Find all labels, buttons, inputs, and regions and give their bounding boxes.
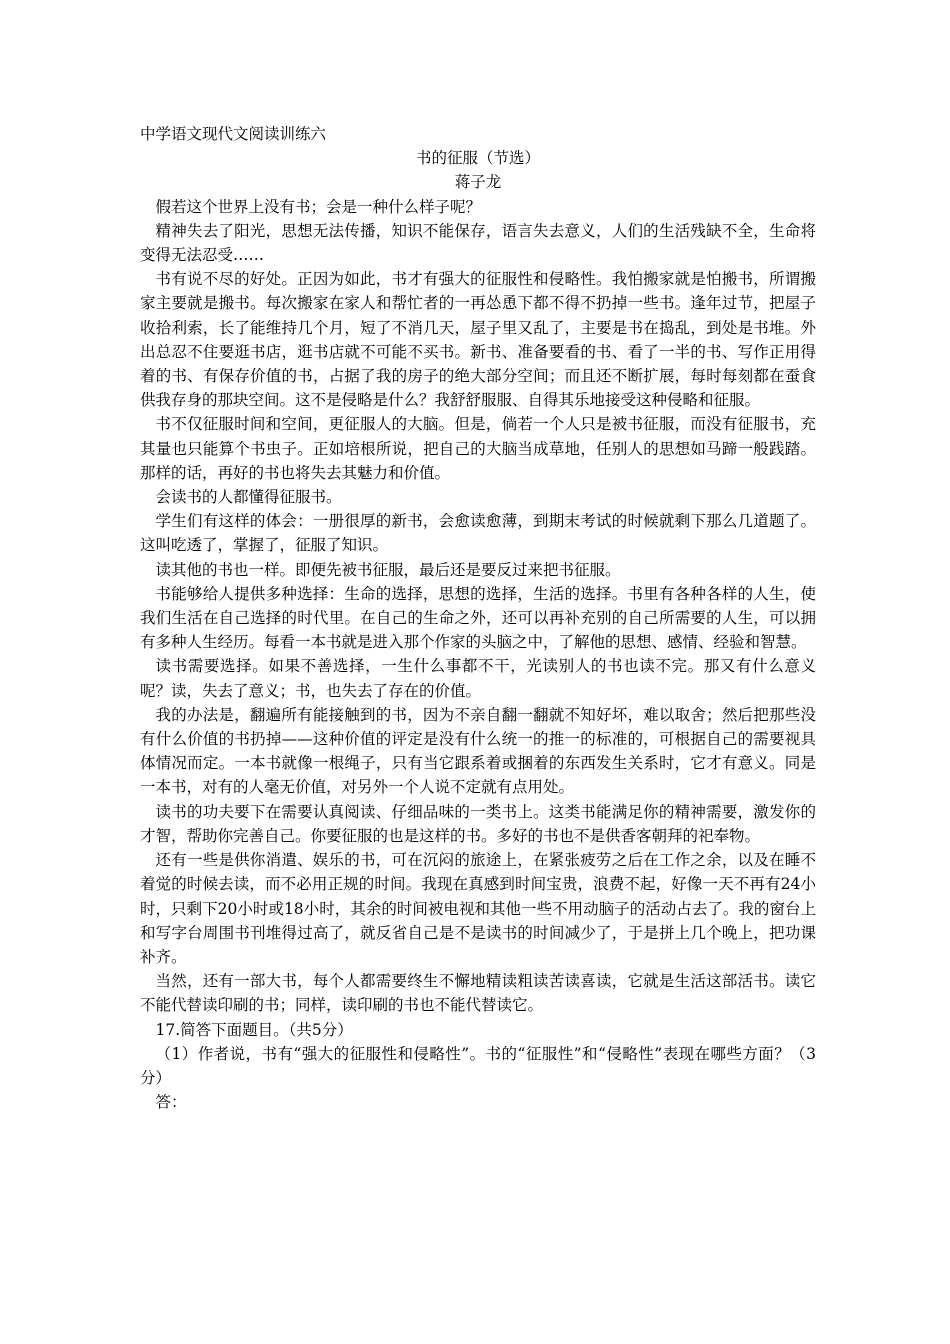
paragraph: 当然，还有一部大书，每个人都需要终生不懈地精读粗读苦读喜读，它就是生活这部活书。读它不能代替读印刷的书；同样，读印刷的书也不能代替读它。 — [140, 972, 816, 1015]
article-title: 书的征服（节选） — [415, 149, 540, 168]
paragraph: 假若这个世界上没有书；会是一种什么样子呢？ — [155, 197, 482, 216]
paragraph: 精神失去了阳光，思想无法传播，知识不能保存，语言失去意义，人们的生活残缺不全，生命将变得无法忍受…… — [140, 221, 816, 265]
document-page — [140, 122, 816, 1114]
question-item: （1）作者说，书有“强大的征服性和侵略性”。书的“征服性”和“侵略性”表现在哪些方面？（3分） — [140, 1044, 816, 1087]
paragraph: 我的办法是，翻遍所有能接触到的书，因为不亲自翻一翻就不知好坏，难以取舍；然后把那些没有什么价值的书扔掉——这种价值的评定是没有什么统一的推一的标准的，可根据自己的需要视具体情况而定。一本书就像一根绳子，只有当它跟系着或捆着的东西发生关系时，它才有意义。同是一本书，对有的人毫无价值，对另外一个人说不定就有点用处。 — [140, 705, 816, 797]
paragraph: 书能够给人提供多种选择：生命的选择，思想的选择，生活的选择。书里有各种各样的人生，使我们生活在自己选择的时代里。在自己的生命之外，还可以再补充别的自己所需要的人生，可以拥有多种人生经历。每看一本书就是进入那个作家的头脑之中，了解他的思想、感情、经验和智慧。 — [140, 584, 816, 652]
paragraph: 还有一些是供你消遣、娱乐的书，可在沉闷的旅途上，在紧张疲劳之后在工作之余，以及在睡不着觉的时候去读，而不必用正规的时间。我现在真感到时间宝贵，浪费不起，好像一天不再有24小时，只剩下20小时或18小时，其余的时间被电视和其他一些不用动脑子的活动占去了。我的窗台上和写字台周围书刊堆得过高了，就反省自己是不是读书的时间减少了，于是拼上几个晚上，把功课补齐。 — [140, 851, 816, 966]
paragraph: 学生们有这样的体会：一册很厚的新书，会愈读愈薄，到期末考试的时候就剩下那么几道题了。这叫吃透了，掌握了，征服了知识。 — [140, 512, 816, 555]
question-heading: 17.简答下面题目。（共5分） — [155, 1020, 353, 1039]
answer-label: 答： — [155, 1093, 187, 1112]
paragraph: 会读书的人都懂得征服书。 — [155, 488, 342, 507]
paragraph: 书不仅征服时间和空间，更征服人的大脑。但是，倘若一个人只是被书征服，而没有征服书，充其量也只能算个书虫子。正如培根所说，把自己的大脑当成草地，任别人的思想如马蹄一般践踏。那样的话，再好的书也将失去其魅力和价值。 — [140, 415, 816, 482]
paragraph: 读其他的书也一样。即便先被书征服，最后还是要反过来把书征服。 — [155, 560, 621, 579]
paragraph: 书有说不尽的好处。正因为如此，书才有强大的征服性和侵略性。我怕搬家就是怕搬书，所谓搬家主要就是搬书。每次搬家在家人和帮忙者的一再怂恿下都不得不扔掉一些书。逢年过节，把屋子收拾利索，长了能维持几个月，短了不消几天，屋子里又乱了，主要是书在捣乱，到处是书堆。外出总忍不住要逛书店，逛书店就不可能不买书。新书、准备要看的书、看了一半的书、写作正用得着的书、有保存价值的书，占据了我的房子的绝大部分空间；而且还不断扩展，每时每刻都在蚕食供我存身的那块空间。这不是侵略是什么？我舒舒服服、自得其乐地接受这种侵略和征服。 — [140, 270, 816, 410]
series-title: 中学语文现代文阅读训练六 — [140, 125, 327, 143]
paragraph: 读书的功夫要下在需要认真阅读、仔细品味的一类书上。这类书能满足你的精神需要，激发你的才智，帮助你完善自己。你要征服的也是这样的书。多好的书也不是供香客朝拜的祀奉物。 — [140, 802, 816, 845]
author-name: 蒋子龙 — [454, 173, 502, 192]
paragraph: 读书需要选择。如果不善选择，一生什么事都不干，光读别人的书也读不完。那又有什么意义呢？读，失去了意义；书，也失去了存在的价值。 — [140, 657, 816, 700]
